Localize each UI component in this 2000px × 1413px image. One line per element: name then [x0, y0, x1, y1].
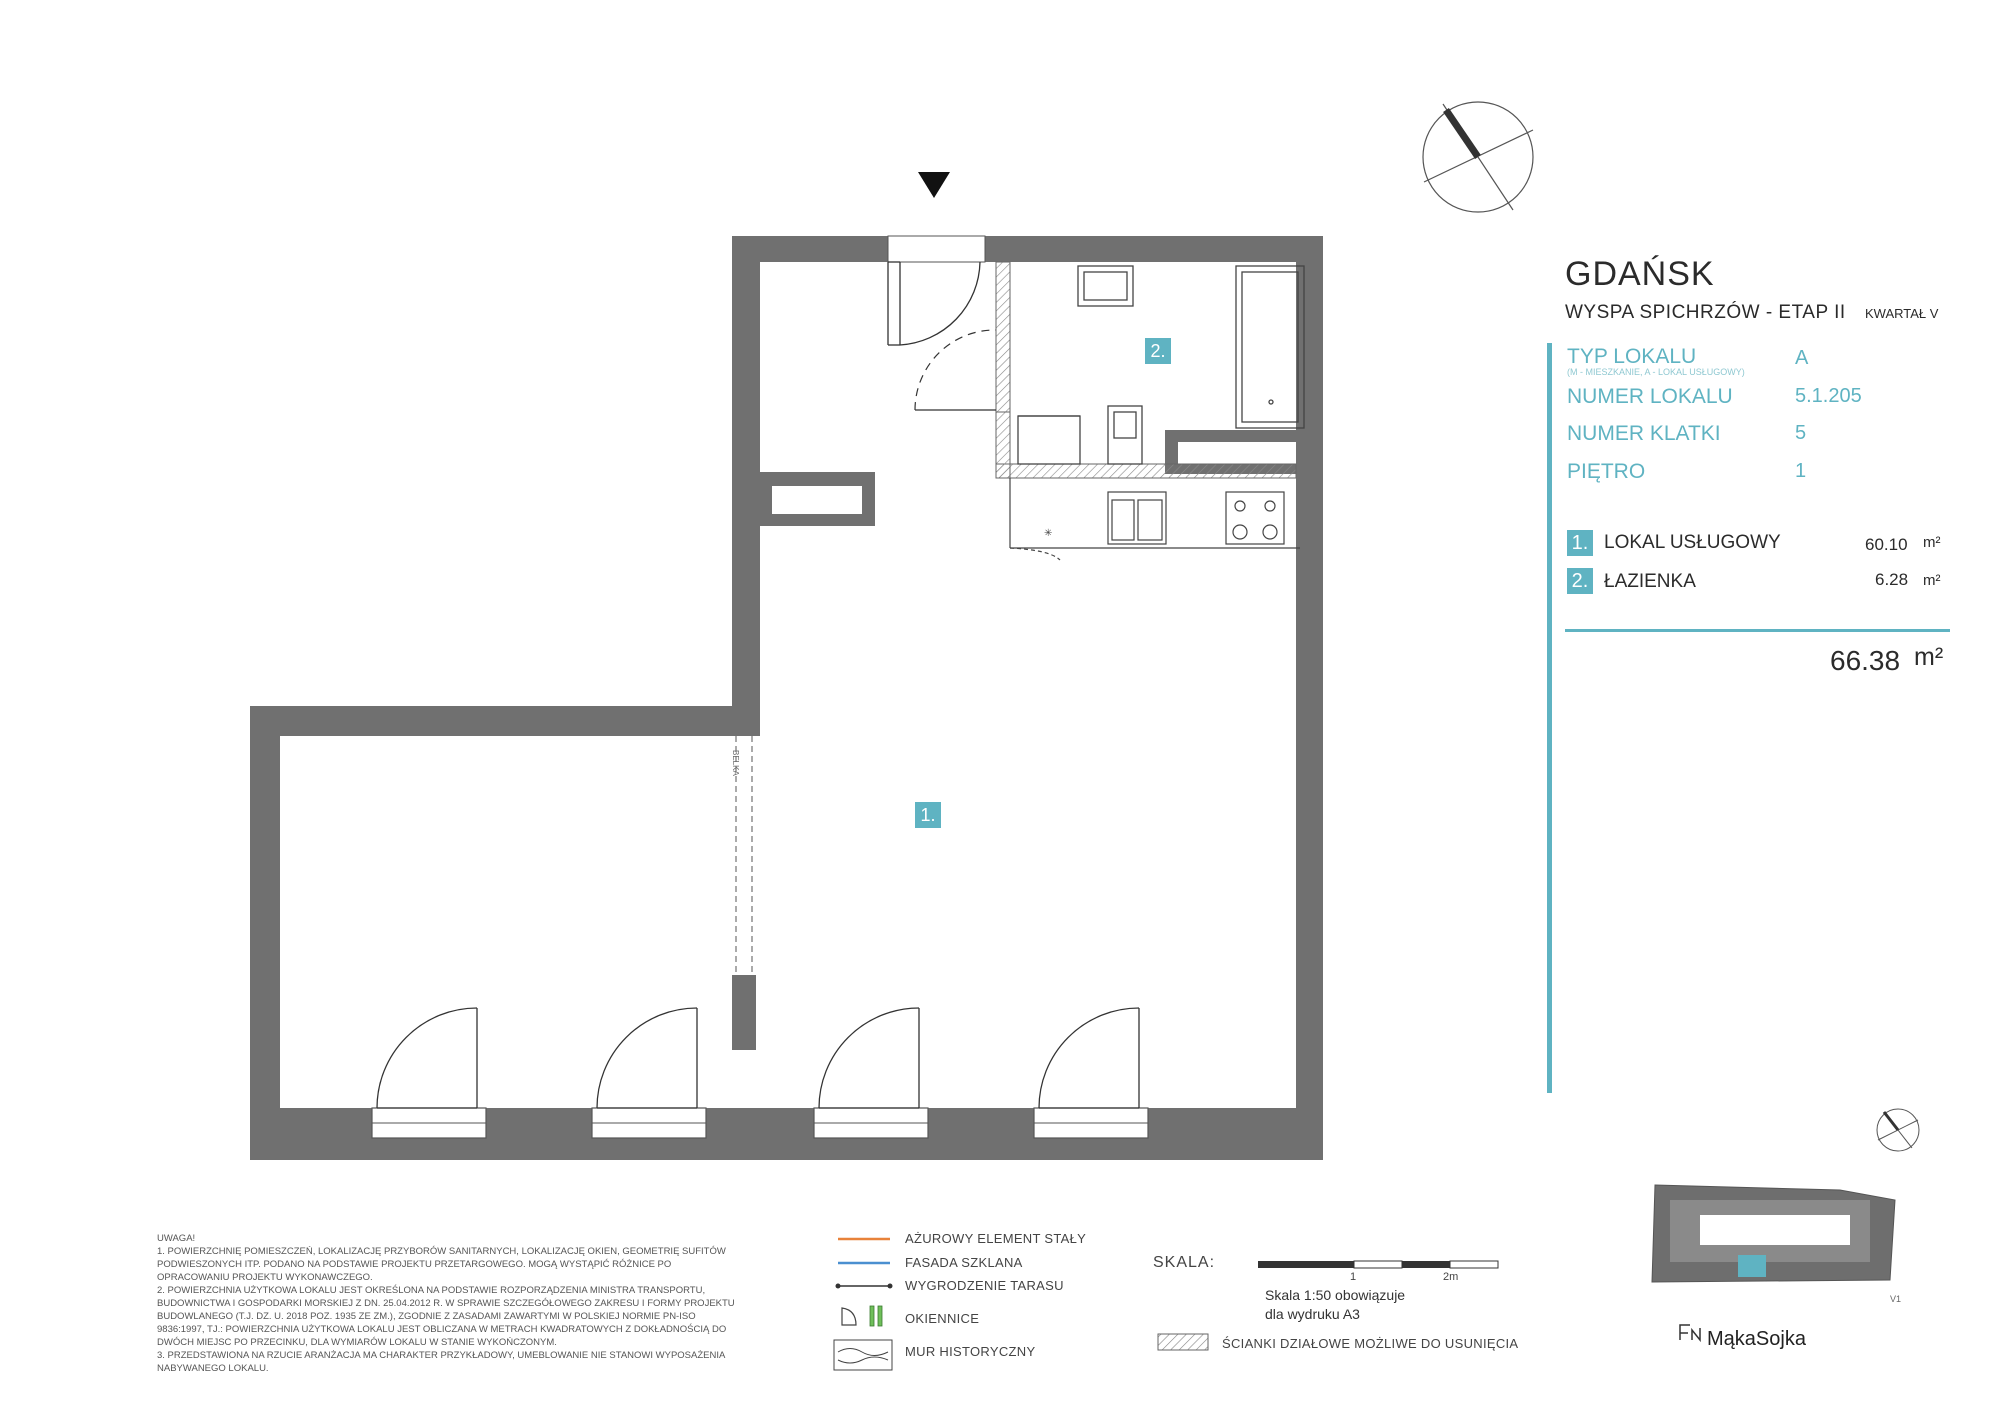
total-unit: m² [1914, 643, 1944, 671]
room-tag-1: 1. [915, 802, 941, 828]
total-area: 66.38 [1830, 645, 1901, 676]
beam-label: BELKA [731, 750, 740, 776]
svg-text:✳: ✳ [1044, 528, 1053, 539]
note-line: OPRACOWANIU PROJEKTU WYKONAWCZEGO. [157, 1272, 373, 1283]
bathroom-partition-bottom [996, 464, 1296, 478]
total-separator [1565, 629, 1950, 632]
note-line: 3. PRZEDSTAWIONA NA RZUCIE ARANŻACJA MA CHARAKTER PRZYKŁADOWY, UMEBLOWANIE NIE STANOWI WYPOSAŻENIA [157, 1350, 726, 1361]
entrance-arrow-icon [918, 172, 950, 198]
notes-block [157, 1232, 777, 1375]
legend-mur: MUR HISTORYCZNY [905, 1344, 1036, 1359]
note-line: 9836:1997, TJ.: POWIERZCHNIA UŻYTKOWA LOKALU JEST OBLICZANA W METRACH KWADRATOWYCH Z DOKŁADNOŚCIĄ DO [157, 1324, 727, 1335]
legend-swatch-wygrodzenie [836, 1284, 893, 1289]
room-name: ŁAZIENKA [1604, 571, 1696, 592]
number-label: NUMER LOKALU [1567, 385, 1733, 408]
hatch-label: ŚCIANKI DZIAŁOWE MOŻLIWE DO USUNIĘCIA [1222, 1336, 1519, 1351]
walls [250, 236, 1323, 1160]
version-label: V1 [1890, 1294, 1902, 1304]
note-line: DWÓCH MIEJSC PO PRZECINKU, DLA WYMIARÓW LOKALU W STANIE WYKOŃCZONYM. [157, 1337, 557, 1348]
room-number: 2. [1567, 568, 1593, 594]
note-line: NABYWANEGO LOKALU. [157, 1363, 269, 1374]
small-compass-icon [1877, 1109, 1919, 1151]
scale-note-2: dla wydruku A3 [1265, 1306, 1360, 1322]
key-plan [1652, 1185, 1895, 1282]
kitchenette [1010, 478, 1300, 560]
legend-fasada: FASADA SZKLANA [905, 1255, 1023, 1270]
floor-value: 1 [1795, 460, 1807, 482]
room-area: 60.10 [1865, 535, 1908, 554]
legend-swatch-okiennice [842, 1306, 882, 1326]
room-area: 6.28 [1875, 570, 1909, 589]
room-number: 1. [1567, 530, 1593, 556]
floor-label: PIĘTRO [1567, 460, 1646, 483]
room-unit: m² [1923, 534, 1941, 551]
scale-bar [1258, 1261, 1498, 1268]
scale-note-1: Skala 1:50 obowiązuje [1265, 1287, 1406, 1303]
compass-icon [1423, 102, 1533, 212]
hatch-swatch [1158, 1334, 1208, 1350]
type-value: A [1795, 347, 1809, 369]
note-line: BUDOWLANEGO (T.J. DZ. U. 2018 POZ. 1935 ZE ZM.), ZGODNIE Z ZASADAMI ZAWARTYMI W POLSKIEJ NORMIE PN-ISO [157, 1311, 696, 1322]
note-line: BUDOWNICTWA I GOSPODARKI MORSKIEJ Z DN. 25.04.2012 R. W SPRAWIE SZCZEGÓŁOWEGO ZAKRESU I FORMY PROJEKTU [157, 1298, 735, 1309]
project-name: WYSPA SPICHRZÓW - ETAP II [1565, 302, 1846, 323]
scale-tick-1: 1 [1350, 1271, 1357, 1283]
quarter-label: KWARTAŁ V [1865, 306, 1939, 321]
note-line: PODWIESZONYCH ITP. PODANO NA PODSTAWIE PROJEKTU PRZETARGOWEGO. MOGĄ WYSTĄPIĆ RÓŻNICE PO [157, 1259, 672, 1270]
type-label: TYP LOKALU [1567, 345, 1697, 368]
brand-logo-icon [1680, 1325, 1700, 1340]
legend-wygrodzenie: WYGRODZENIE TARASU [905, 1278, 1064, 1293]
notes-title: UWAGA! [157, 1233, 196, 1244]
entrance-door [888, 262, 980, 345]
legend-azurowy: AŻUROWY ELEMENT STAŁY [905, 1231, 1087, 1246]
note-line: 1. POWIERZCHNIĘ POMIESZCZEŃ, LOKALIZACJĘ PRZYBORÓW SANITARNYCH, LOKALIZACJĘ OKIEN, GEOMETRIĘ SUFITÓW [157, 1246, 726, 1257]
city-title: GDAŃSK [1565, 255, 1715, 293]
scale-label: SKALA: [1153, 1254, 1216, 1271]
accent-bar [1547, 343, 1552, 1093]
number-value: 5.1.205 [1795, 385, 1862, 407]
bathroom-partition-left [996, 262, 1010, 412]
window-swings [377, 1008, 1139, 1108]
type-hint: (M - MIESZKANIE, A - LOKAL USŁUGOWY) [1567, 367, 1745, 377]
stair-label: NUMER KLATKI [1567, 422, 1721, 445]
scale-tick-2: 2m [1443, 1271, 1459, 1283]
room-name: LOKAL USŁUGOWY [1604, 532, 1781, 553]
room-unit: m² [1923, 572, 1941, 589]
legend-swatch-mur [834, 1340, 892, 1370]
brand-name: MąkaSojka [1707, 1328, 1806, 1350]
note-line: 2. POWIERZCHNIA UŻYTKOWA LOKALU JEST OKREŚLONA NA PODSTAWIE ROZPORZĄDZENIA MINISTRA TRANSPORTU, [157, 1285, 706, 1296]
room-tag-2: 2. [1145, 338, 1171, 364]
stair-value: 5 [1795, 422, 1807, 444]
legend-okiennice: OKIENNICE [905, 1311, 980, 1326]
